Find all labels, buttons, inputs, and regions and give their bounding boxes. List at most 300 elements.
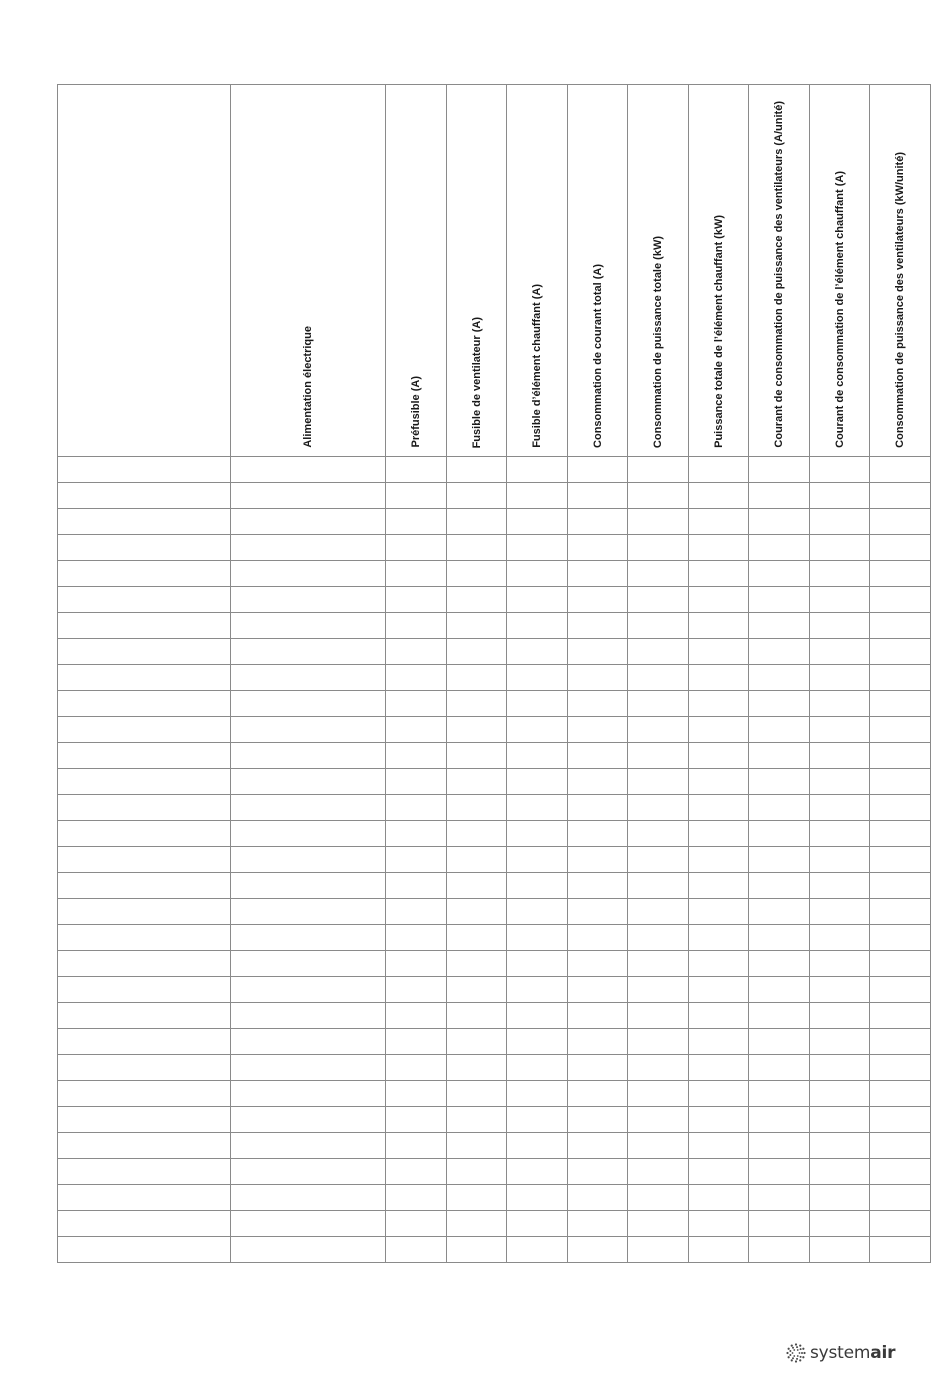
- table-cell[interactable]: [231, 951, 386, 977]
- table-cell[interactable]: [386, 1185, 447, 1211]
- table-cell[interactable]: [58, 587, 231, 613]
- table-cell[interactable]: [386, 535, 447, 561]
- table-cell[interactable]: [749, 639, 810, 665]
- table-cell[interactable]: [447, 483, 507, 509]
- table-cell[interactable]: [689, 613, 749, 639]
- table-cell[interactable]: [231, 665, 386, 691]
- table-cell[interactable]: [749, 561, 810, 587]
- table-cell[interactable]: [628, 769, 689, 795]
- table-cell[interactable]: [568, 977, 628, 1003]
- table-cell[interactable]: [58, 1211, 231, 1237]
- table-cell[interactable]: [507, 951, 568, 977]
- table-cell[interactable]: [386, 1081, 447, 1107]
- table-cell[interactable]: [447, 1003, 507, 1029]
- table-cell[interactable]: [568, 951, 628, 977]
- table-cell[interactable]: [628, 535, 689, 561]
- table-cell[interactable]: [58, 1237, 231, 1263]
- table-cell[interactable]: [568, 1185, 628, 1211]
- table-cell[interactable]: [568, 535, 628, 561]
- table-cell[interactable]: [447, 509, 507, 535]
- table-cell[interactable]: [568, 743, 628, 769]
- table-cell[interactable]: [689, 717, 749, 743]
- table-cell[interactable]: [870, 873, 931, 899]
- table-cell[interactable]: [749, 1159, 810, 1185]
- table-cell[interactable]: [628, 743, 689, 769]
- table-cell[interactable]: [810, 535, 870, 561]
- table-cell[interactable]: [689, 457, 749, 483]
- table-cell[interactable]: [447, 873, 507, 899]
- table-cell[interactable]: [386, 1055, 447, 1081]
- table-cell[interactable]: [58, 717, 231, 743]
- table-cell[interactable]: [386, 691, 447, 717]
- table-cell[interactable]: [810, 665, 870, 691]
- table-cell[interactable]: [749, 1211, 810, 1237]
- table-cell[interactable]: [386, 457, 447, 483]
- table-cell[interactable]: [628, 665, 689, 691]
- table-cell[interactable]: [568, 1159, 628, 1185]
- table-cell[interactable]: [628, 509, 689, 535]
- table-cell[interactable]: [689, 899, 749, 925]
- table-cell[interactable]: [58, 665, 231, 691]
- table-cell[interactable]: [58, 1003, 231, 1029]
- table-cell[interactable]: [810, 1055, 870, 1081]
- table-cell[interactable]: [568, 1029, 628, 1055]
- table-cell[interactable]: [568, 613, 628, 639]
- table-cell[interactable]: [58, 535, 231, 561]
- table-cell[interactable]: [507, 743, 568, 769]
- table-cell[interactable]: [689, 743, 749, 769]
- table-cell[interactable]: [231, 1211, 386, 1237]
- table-cell[interactable]: [231, 743, 386, 769]
- table-cell[interactable]: [386, 1159, 447, 1185]
- table-cell[interactable]: [689, 483, 749, 509]
- table-cell[interactable]: [386, 613, 447, 639]
- table-cell[interactable]: [628, 1133, 689, 1159]
- table-cell[interactable]: [58, 1133, 231, 1159]
- table-cell[interactable]: [870, 1237, 931, 1263]
- table-cell[interactable]: [386, 639, 447, 665]
- table-cell[interactable]: [628, 587, 689, 613]
- table-cell[interactable]: [231, 1107, 386, 1133]
- table-cell[interactable]: [447, 665, 507, 691]
- table-cell[interactable]: [568, 925, 628, 951]
- table-cell[interactable]: [810, 613, 870, 639]
- table-cell[interactable]: [749, 1029, 810, 1055]
- table-cell[interactable]: [507, 587, 568, 613]
- table-cell[interactable]: [447, 1081, 507, 1107]
- table-cell[interactable]: [870, 821, 931, 847]
- table-cell[interactable]: [749, 483, 810, 509]
- table-cell[interactable]: [58, 691, 231, 717]
- table-cell[interactable]: [628, 821, 689, 847]
- table-cell[interactable]: [628, 977, 689, 1003]
- table-cell[interactable]: [870, 847, 931, 873]
- table-cell[interactable]: [507, 977, 568, 1003]
- table-cell[interactable]: [749, 925, 810, 951]
- table-cell[interactable]: [231, 847, 386, 873]
- table-cell[interactable]: [810, 639, 870, 665]
- table-cell[interactable]: [507, 665, 568, 691]
- table-cell[interactable]: [447, 535, 507, 561]
- table-cell[interactable]: [58, 457, 231, 483]
- table-cell[interactable]: [58, 743, 231, 769]
- table-cell[interactable]: [689, 821, 749, 847]
- table-cell[interactable]: [810, 743, 870, 769]
- table-cell[interactable]: [749, 587, 810, 613]
- table-cell[interactable]: [58, 1081, 231, 1107]
- table-cell[interactable]: [749, 873, 810, 899]
- table-cell[interactable]: [507, 1237, 568, 1263]
- table-cell[interactable]: [507, 483, 568, 509]
- table-cell[interactable]: [386, 1211, 447, 1237]
- table-cell[interactable]: [231, 977, 386, 1003]
- table-cell[interactable]: [231, 535, 386, 561]
- table-cell[interactable]: [447, 561, 507, 587]
- table-cell[interactable]: [231, 639, 386, 665]
- table-cell[interactable]: [749, 1003, 810, 1029]
- table-cell[interactable]: [386, 587, 447, 613]
- table-cell[interactable]: [628, 925, 689, 951]
- table-cell[interactable]: [628, 717, 689, 743]
- table-cell[interactable]: [810, 847, 870, 873]
- table-cell[interactable]: [568, 483, 628, 509]
- table-cell[interactable]: [386, 1107, 447, 1133]
- table-cell[interactable]: [870, 457, 931, 483]
- table-cell[interactable]: [507, 1029, 568, 1055]
- table-cell[interactable]: [810, 795, 870, 821]
- table-cell[interactable]: [231, 613, 386, 639]
- table-cell[interactable]: [870, 1133, 931, 1159]
- table-cell[interactable]: [568, 665, 628, 691]
- table-cell[interactable]: [507, 717, 568, 743]
- table-cell[interactable]: [231, 561, 386, 587]
- table-cell[interactable]: [749, 717, 810, 743]
- table-cell[interactable]: [447, 587, 507, 613]
- table-cell[interactable]: [447, 691, 507, 717]
- table-cell[interactable]: [870, 717, 931, 743]
- table-cell[interactable]: [810, 1003, 870, 1029]
- table-cell[interactable]: [628, 1159, 689, 1185]
- table-cell[interactable]: [447, 821, 507, 847]
- table-cell[interactable]: [507, 535, 568, 561]
- table-cell[interactable]: [507, 795, 568, 821]
- table-cell[interactable]: [749, 769, 810, 795]
- table-cell[interactable]: [568, 1003, 628, 1029]
- table-cell[interactable]: [870, 1211, 931, 1237]
- table-cell[interactable]: [628, 899, 689, 925]
- table-cell[interactable]: [447, 457, 507, 483]
- table-cell[interactable]: [810, 1107, 870, 1133]
- table-cell[interactable]: [507, 1055, 568, 1081]
- table-cell[interactable]: [810, 717, 870, 743]
- table-cell[interactable]: [749, 1237, 810, 1263]
- table-cell[interactable]: [870, 951, 931, 977]
- table-cell[interactable]: [507, 691, 568, 717]
- table-cell[interactable]: [749, 821, 810, 847]
- table-cell[interactable]: [810, 1029, 870, 1055]
- table-cell[interactable]: [507, 1185, 568, 1211]
- table-cell[interactable]: [447, 717, 507, 743]
- table-cell[interactable]: [870, 509, 931, 535]
- table-cell[interactable]: [507, 1003, 568, 1029]
- table-cell[interactable]: [810, 873, 870, 899]
- table-cell[interactable]: [58, 483, 231, 509]
- table-cell[interactable]: [447, 1159, 507, 1185]
- table-cell[interactable]: [689, 1185, 749, 1211]
- table-cell[interactable]: [231, 821, 386, 847]
- table-cell[interactable]: [689, 1159, 749, 1185]
- table-cell[interactable]: [386, 743, 447, 769]
- table-cell[interactable]: [810, 769, 870, 795]
- table-cell[interactable]: [507, 1107, 568, 1133]
- table-cell[interactable]: [447, 743, 507, 769]
- table-cell[interactable]: [568, 1211, 628, 1237]
- table-cell[interactable]: [689, 587, 749, 613]
- table-cell[interactable]: [749, 743, 810, 769]
- table-cell[interactable]: [689, 535, 749, 561]
- table-cell[interactable]: [507, 1211, 568, 1237]
- table-cell[interactable]: [689, 1107, 749, 1133]
- table-cell[interactable]: [689, 561, 749, 587]
- table-cell[interactable]: [447, 639, 507, 665]
- table-cell[interactable]: [628, 1237, 689, 1263]
- table-cell[interactable]: [810, 899, 870, 925]
- table-cell[interactable]: [628, 483, 689, 509]
- table-cell[interactable]: [810, 1237, 870, 1263]
- table-cell[interactable]: [386, 873, 447, 899]
- table-cell[interactable]: [231, 717, 386, 743]
- table-cell[interactable]: [628, 1081, 689, 1107]
- table-cell[interactable]: [810, 509, 870, 535]
- table-cell[interactable]: [58, 925, 231, 951]
- table-cell[interactable]: [810, 977, 870, 1003]
- table-cell[interactable]: [749, 691, 810, 717]
- table-cell[interactable]: [386, 925, 447, 951]
- table-cell[interactable]: [810, 821, 870, 847]
- table-cell[interactable]: [628, 1055, 689, 1081]
- table-cell[interactable]: [447, 899, 507, 925]
- table-cell[interactable]: [568, 899, 628, 925]
- table-cell[interactable]: [231, 691, 386, 717]
- table-cell[interactable]: [810, 587, 870, 613]
- table-cell[interactable]: [231, 1081, 386, 1107]
- table-cell[interactable]: [507, 769, 568, 795]
- table-cell[interactable]: [628, 613, 689, 639]
- table-cell[interactable]: [386, 1003, 447, 1029]
- table-cell[interactable]: [689, 795, 749, 821]
- table-cell[interactable]: [231, 1055, 386, 1081]
- table-cell[interactable]: [447, 1055, 507, 1081]
- table-cell[interactable]: [507, 613, 568, 639]
- table-cell[interactable]: [58, 769, 231, 795]
- table-cell[interactable]: [689, 1055, 749, 1081]
- table-cell[interactable]: [870, 1107, 931, 1133]
- table-cell[interactable]: [810, 951, 870, 977]
- table-cell[interactable]: [628, 1211, 689, 1237]
- table-cell[interactable]: [870, 535, 931, 561]
- table-cell[interactable]: [870, 769, 931, 795]
- table-cell[interactable]: [749, 1133, 810, 1159]
- table-cell[interactable]: [628, 1003, 689, 1029]
- table-cell[interactable]: [628, 1185, 689, 1211]
- table-cell[interactable]: [628, 691, 689, 717]
- table-cell[interactable]: [231, 587, 386, 613]
- table-cell[interactable]: [568, 717, 628, 743]
- table-cell[interactable]: [507, 509, 568, 535]
- table-cell[interactable]: [749, 665, 810, 691]
- table-cell[interactable]: [689, 925, 749, 951]
- table-cell[interactable]: [507, 1081, 568, 1107]
- table-cell[interactable]: [231, 769, 386, 795]
- table-cell[interactable]: [447, 925, 507, 951]
- table-cell[interactable]: [447, 769, 507, 795]
- table-cell[interactable]: [870, 1055, 931, 1081]
- table-cell[interactable]: [810, 925, 870, 951]
- table-cell[interactable]: [689, 769, 749, 795]
- table-cell[interactable]: [507, 1133, 568, 1159]
- table-cell[interactable]: [231, 873, 386, 899]
- table-cell[interactable]: [231, 1133, 386, 1159]
- table-cell[interactable]: [231, 1003, 386, 1029]
- table-cell[interactable]: [447, 977, 507, 1003]
- table-cell[interactable]: [386, 717, 447, 743]
- table-cell[interactable]: [447, 1029, 507, 1055]
- table-cell[interactable]: [870, 483, 931, 509]
- table-cell[interactable]: [568, 457, 628, 483]
- table-cell[interactable]: [689, 691, 749, 717]
- table-cell[interactable]: [58, 899, 231, 925]
- table-cell[interactable]: [568, 1081, 628, 1107]
- table-cell[interactable]: [231, 1159, 386, 1185]
- table-cell[interactable]: [870, 1029, 931, 1055]
- table-cell[interactable]: [58, 847, 231, 873]
- table-cell[interactable]: [507, 821, 568, 847]
- table-cell[interactable]: [870, 587, 931, 613]
- table-cell[interactable]: [447, 1237, 507, 1263]
- table-cell[interactable]: [810, 1185, 870, 1211]
- table-cell[interactable]: [870, 639, 931, 665]
- table-cell[interactable]: [870, 743, 931, 769]
- table-cell[interactable]: [689, 639, 749, 665]
- table-cell[interactable]: [507, 561, 568, 587]
- table-cell[interactable]: [810, 1081, 870, 1107]
- table-cell[interactable]: [689, 1081, 749, 1107]
- table-cell[interactable]: [386, 977, 447, 1003]
- table-cell[interactable]: [689, 509, 749, 535]
- table-cell[interactable]: [870, 613, 931, 639]
- table-cell[interactable]: [810, 457, 870, 483]
- table-cell[interactable]: [507, 873, 568, 899]
- table-cell[interactable]: [447, 613, 507, 639]
- table-cell[interactable]: [810, 561, 870, 587]
- table-cell[interactable]: [507, 1159, 568, 1185]
- table-cell[interactable]: [58, 951, 231, 977]
- table-cell[interactable]: [568, 1107, 628, 1133]
- table-cell[interactable]: [870, 1003, 931, 1029]
- table-cell[interactable]: [507, 925, 568, 951]
- table-cell[interactable]: [231, 509, 386, 535]
- table-cell[interactable]: [58, 1029, 231, 1055]
- table-cell[interactable]: [386, 509, 447, 535]
- table-cell[interactable]: [628, 457, 689, 483]
- table-cell[interactable]: [386, 1133, 447, 1159]
- table-cell[interactable]: [58, 1185, 231, 1211]
- table-cell[interactable]: [58, 977, 231, 1003]
- table-cell[interactable]: [231, 1237, 386, 1263]
- table-cell[interactable]: [870, 1185, 931, 1211]
- table-cell[interactable]: [870, 925, 931, 951]
- table-cell[interactable]: [628, 873, 689, 899]
- table-cell[interactable]: [870, 561, 931, 587]
- table-cell[interactable]: [628, 847, 689, 873]
- table-cell[interactable]: [231, 483, 386, 509]
- table-cell[interactable]: [749, 613, 810, 639]
- table-cell[interactable]: [568, 1237, 628, 1263]
- table-cell[interactable]: [870, 899, 931, 925]
- table-cell[interactable]: [58, 1055, 231, 1081]
- table-cell[interactable]: [749, 1055, 810, 1081]
- table-cell[interactable]: [447, 1107, 507, 1133]
- table-cell[interactable]: [749, 899, 810, 925]
- table-cell[interactable]: [810, 483, 870, 509]
- table-cell[interactable]: [749, 1107, 810, 1133]
- table-cell[interactable]: [810, 1133, 870, 1159]
- table-cell[interactable]: [447, 1211, 507, 1237]
- table-cell[interactable]: [386, 1237, 447, 1263]
- table-cell[interactable]: [689, 847, 749, 873]
- table-cell[interactable]: [689, 1003, 749, 1029]
- table-cell[interactable]: [386, 821, 447, 847]
- table-cell[interactable]: [568, 691, 628, 717]
- table-cell[interactable]: [386, 483, 447, 509]
- table-cell[interactable]: [58, 821, 231, 847]
- table-cell[interactable]: [628, 561, 689, 587]
- table-cell[interactable]: [568, 821, 628, 847]
- table-cell[interactable]: [568, 769, 628, 795]
- table-cell[interactable]: [231, 1029, 386, 1055]
- table-cell[interactable]: [507, 847, 568, 873]
- table-cell[interactable]: [870, 1081, 931, 1107]
- table-cell[interactable]: [231, 457, 386, 483]
- table-cell[interactable]: [749, 1081, 810, 1107]
- table-cell[interactable]: [447, 847, 507, 873]
- table-cell[interactable]: [689, 665, 749, 691]
- table-cell[interactable]: [870, 1159, 931, 1185]
- table-cell[interactable]: [749, 509, 810, 535]
- table-cell[interactable]: [689, 1237, 749, 1263]
- table-cell[interactable]: [231, 899, 386, 925]
- table-cell[interactable]: [689, 951, 749, 977]
- table-cell[interactable]: [58, 639, 231, 665]
- table-cell[interactable]: [689, 1211, 749, 1237]
- table-cell[interactable]: [568, 509, 628, 535]
- table-cell[interactable]: [58, 613, 231, 639]
- table-cell[interactable]: [689, 873, 749, 899]
- table-cell[interactable]: [386, 561, 447, 587]
- table-cell[interactable]: [231, 1185, 386, 1211]
- table-cell[interactable]: [386, 847, 447, 873]
- table-cell[interactable]: [568, 639, 628, 665]
- table-cell[interactable]: [568, 1133, 628, 1159]
- table-cell[interactable]: [870, 691, 931, 717]
- table-cell[interactable]: [749, 535, 810, 561]
- table-cell[interactable]: [628, 639, 689, 665]
- table-cell[interactable]: [447, 951, 507, 977]
- table-cell[interactable]: [749, 847, 810, 873]
- table-cell[interactable]: [689, 1133, 749, 1159]
- table-cell[interactable]: [568, 847, 628, 873]
- table-cell[interactable]: [568, 873, 628, 899]
